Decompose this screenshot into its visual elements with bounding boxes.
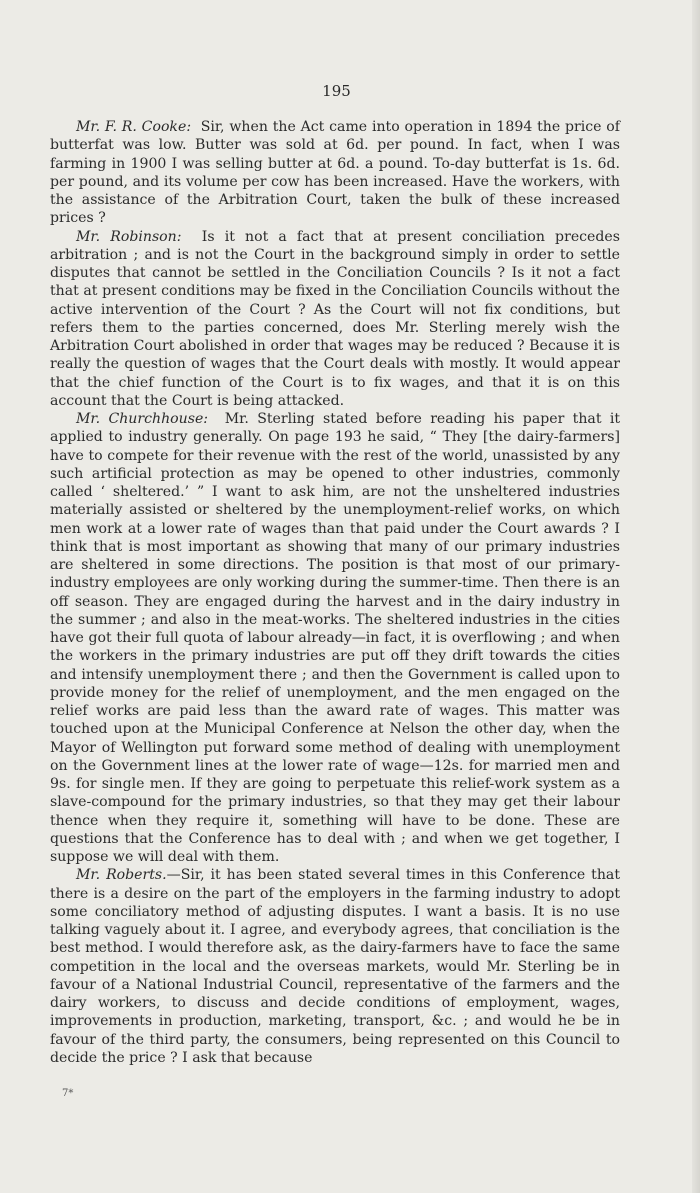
- speaker-name: Mr. F. R. Cooke:: [76, 119, 192, 135]
- page-number: 195: [322, 82, 351, 100]
- speaker-name: Mr. Roberts.: [76, 867, 167, 884]
- signature-mark: 7*: [62, 1088, 74, 1099]
- paragraph-text: Mr. Sterling stated before reading his paper that it applied to industry generally. On page 193 he said, “ They [the dairy-farmers] have to compete for their revenue with the rest of the world, unassisted by any such artificial protection as may be opened to other industries, commonly called ‘ sheltered.’ ” I want to ask him, are not the unsheltered industries materially assisted or sheltered by the unemployment-relief works, on which men work at a lower rate of wages than that paid under the Court awards ? I think that is most important as showing that many of our primary industries are sheltered in some directions. The position is that most of our primary-industry employees are only working during the summer-time. Then there is an off season. They are engaged during the harvest and in the dairy industry in the summer ; and also in the meat-works. The sheltered industries in the cities have got their full quota of labour already—in fact, it is overflowing ; and when the workers in the primary industries are put off they drift towards the cities and intensify unemployment there ; and then the Government is called upon to provide money for the relief of unemployment, and the men engaged on the relief works are paid less than the award rate of wages. This matter was touched upon at the Municipal Conference at Nelson the other day, when the Mayor of Wellington put forward some method of dealing with unemployment on the Government lines at the lower rate of wage—12s. for married men and 9s. for single men. If they are going to perpetuate this relief-work system as a slave-compound for the primary industries, so that they may get their labour thence when they require it, something will have to be done. These are questions that the Conference has to deal with ; and when we get together, I suppose we will deal with them.: [50, 411, 620, 865]
- paragraph-text: Sir, when the Act came into operation in 1894 the price of butterfat was low. Butter was sold at 6d. per pound. In fact, when I was farming in 1900 I was selling butter at 6d. a pound. To-day butterfat is 1s. 6d. per pound, and its volume per cow has been increased. Have the workers, with the assistance of the Arbitration Court, taken the bulk of these increased prices ?: [50, 119, 620, 227]
- page-edge-shadow: [692, 0, 700, 1193]
- paragraph-cooke: [50, 118, 620, 228]
- paragraph-text: Is it not a fact that at present conciliation precedes arbitration ; and is not the Court in the background simply in order to settle disputes that cannot be settled in the Conciliation Councils ? Is it not a fact that at present conditions may be fixed in the Conciliation Councils without the active intervention of the Court ? As the Court will not fix conditions, but refers them to the parties concerned, does Mr. Sterling merely wish the Arbitration Court abolished in order that wages may be reduced ? Because it is really the question of wages that the Court deals with mostly. It would appear that the chief function of the Court is to fix wages, and that it is on this account that the Court is being attacked.: [50, 228, 620, 409]
- paragraph-robinson: [50, 228, 620, 411]
- speaker-name: Mr. Churchhouse:: [76, 411, 209, 427]
- body-text: [50, 118, 620, 1067]
- speaker-name: Mr. Robinson:: [76, 228, 182, 245]
- paragraph-text: —Sir, it has been stated several times in this Conference that there is a desire on the part of the employers in the farming industry to adopt some conciliatory method of adjusting disputes. I want a basis. It is no use talking vaguely about it. I agree, and everybody agrees, that conciliation is the best method. I would therefore ask, as the dairy-farmers have to face the same competition in the local and the overseas markets, would Mr. Sterling be in favour of a National Industrial Council, representative of the farmers and the dairy workers, to discuss and decide conditions of employment, wages, improvements in production, marketing, transport, &c. ; and would he be in favour of the third party, the consumers, being represented on this Council to decide the price ? I ask that because: [50, 867, 620, 1066]
- paragraph-churchhouse: [50, 410, 620, 866]
- paragraph-roberts: [50, 866, 620, 1067]
